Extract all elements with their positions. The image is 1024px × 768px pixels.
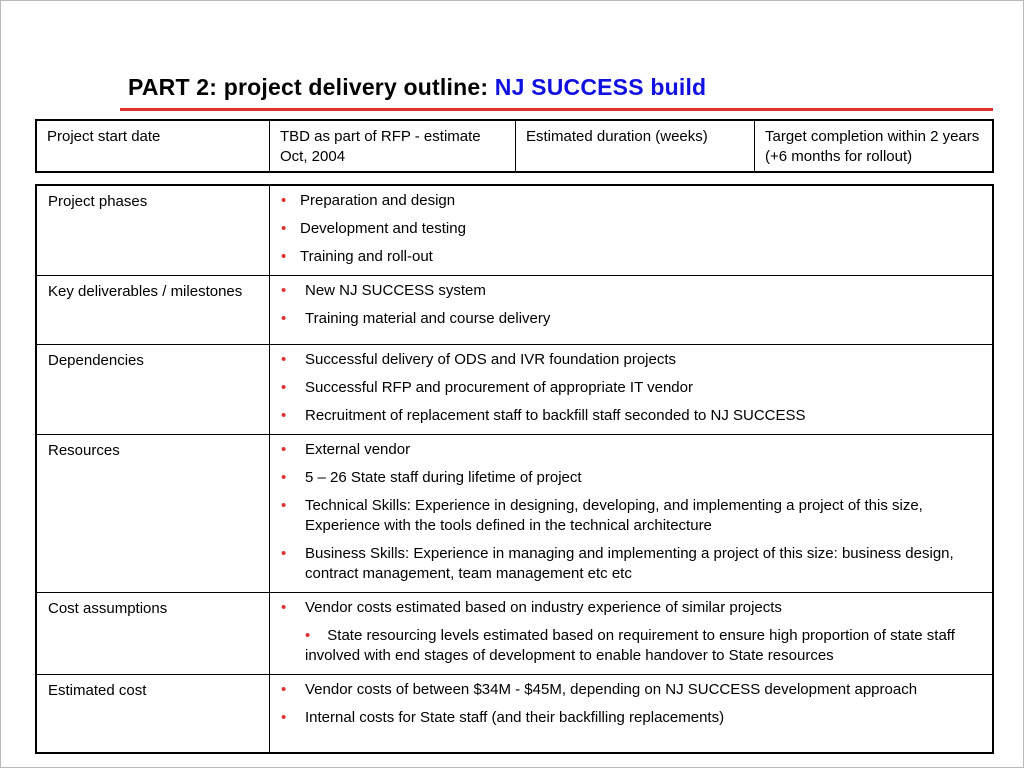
title-underline-rule [120, 108, 993, 111]
list-item: • External vendor [280, 440, 982, 460]
list-item: • Development and testing [280, 219, 982, 239]
list-item: • Training material and course delivery [280, 309, 982, 329]
list-item: • State resourcing levels estimated based on requirement to ensure high proportion of state staff involved with end stages of development to enable handover to State resources [280, 626, 982, 666]
row-label: Dependencies [36, 345, 270, 435]
delivery-outline-table [35, 184, 994, 754]
row-resources [36, 435, 993, 593]
row-cost-assumptions [36, 593, 993, 675]
title-accent: NJ SUCCESS build [494, 74, 707, 100]
row-dependencies [36, 345, 993, 435]
summary-cell-start-date-label: Project start date [36, 120, 270, 172]
list-item: • Internal costs for State staff (and their backfilling replacements) [280, 708, 982, 728]
list-item: • Successful delivery of ODS and IVR foundation projects [280, 350, 982, 370]
summary-cell-target-completion: Target completion within 2 years (+6 months for rollout) [755, 120, 994, 172]
list-item: • Training and roll-out [280, 247, 982, 267]
summary-row [36, 120, 993, 172]
row-project-phases [36, 185, 993, 276]
row-content [270, 345, 994, 435]
page-title [128, 74, 706, 101]
row-label: Resources [36, 435, 270, 593]
row-estimated-cost [36, 675, 993, 753]
list-item: • Vendor costs of between $34M - $45M, depending on NJ SUCCESS development approach [280, 680, 982, 700]
summary-cell-start-date-value: TBD as part of RFP - estimate Oct, 2004 [270, 120, 516, 172]
row-content [270, 593, 994, 675]
row-label: Cost assumptions [36, 593, 270, 675]
row-content [270, 185, 994, 276]
list-item: • Recruitment of replacement staff to backfill staff seconded to NJ SUCCESS [280, 406, 982, 426]
row-label: Project phases [36, 185, 270, 276]
row-label: Estimated cost [36, 675, 270, 753]
row-content [270, 675, 994, 753]
row-content [270, 276, 994, 345]
list-item: • Preparation and design [280, 191, 982, 211]
list-item: • New NJ SUCCESS system [280, 281, 982, 301]
list-item: • 5 – 26 State staff during lifetime of project [280, 468, 982, 488]
summary-cell-duration-label: Estimated duration (weeks) [516, 120, 755, 172]
title-prefix: PART 2: project delivery outline: [128, 74, 495, 100]
list-item: • Technical Skills: Experience in designing, developing, and implementing a project of this size, Experience with the tools defined in the technical architecture [280, 496, 982, 536]
row-key-deliverables [36, 276, 993, 345]
row-content [270, 435, 994, 593]
list-item: • Successful RFP and procurement of appropriate IT vendor [280, 378, 982, 398]
project-summary-table [35, 119, 994, 173]
row-label: Key deliverables / milestones [36, 276, 270, 345]
list-item: • Business Skills: Experience in managing and implementing a project of this size: business design, contract management, team management etc etc [280, 544, 982, 584]
list-item: • Vendor costs estimated based on industry experience of similar projects [280, 598, 982, 618]
